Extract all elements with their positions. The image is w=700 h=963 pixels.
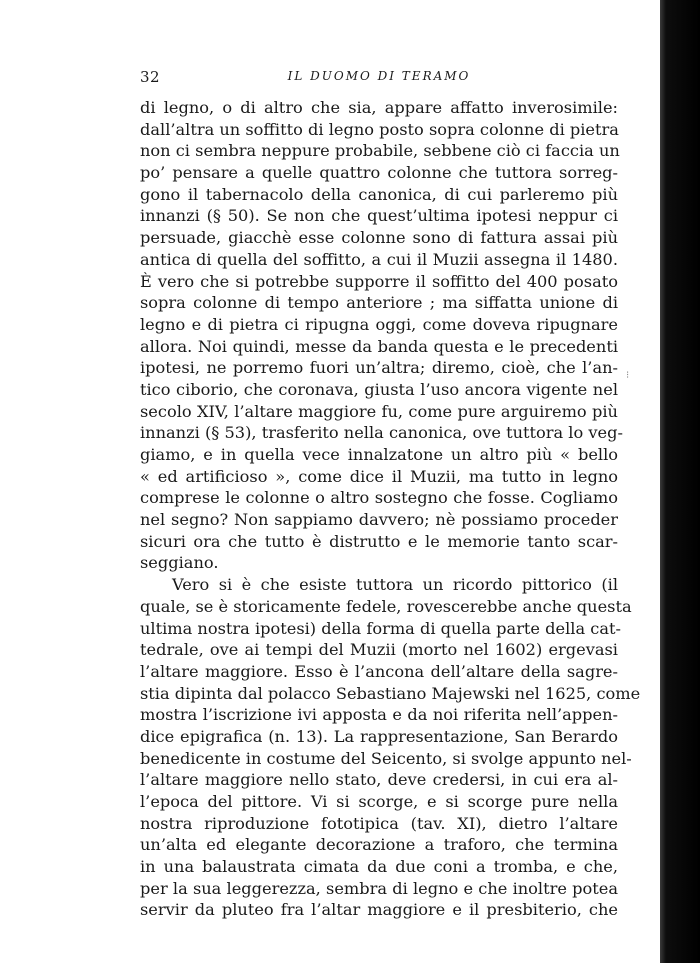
text-line: servir da pluteo fra l’altar maggiore e il presbiterio, che — [140, 900, 618, 920]
text-line: È vero che si potrebbe supporre il soffitto del 400 posato — [140, 271, 618, 291]
text-line: un’alta ed elegante decorazione a traforo, che termina — [140, 835, 618, 855]
page-number: 32 — [140, 68, 161, 86]
text-line: tico ciborio, che coronava, giusta l’uso ancora vigente nel — [140, 379, 618, 399]
text-line: tedrale, ove ai tempi del Muzii (morto nel 1602) ergevasi — [140, 640, 618, 660]
text-line: dall’altra un soffitto di legno posto sopra colonne di pietra — [140, 119, 619, 139]
text-line: nostra riproduzione fototipica (tav. XI), dietro l’altare — [140, 813, 618, 833]
text-line: l’altare maggiore nello stato, deve credersi, in cui era al- — [140, 770, 618, 790]
text-line: gono il tabernacolo della canonica, di cui parleremo più — [140, 184, 618, 204]
text-line: persuade, giacchè esse colonne sono di fattura assai più — [140, 228, 618, 248]
text-line: innanzi (§ 50). Se non che quest’ultima ipotesi neppur ci — [140, 206, 618, 226]
margin-mark: ⁝ — [626, 370, 630, 381]
text-line: ultima nostra ipotesi) della forma di quella parte della cat- — [140, 618, 621, 638]
text-line: giamo, e in quella vece innalzatone un altro più « bello — [140, 445, 618, 464]
text-line: antica di quella del soffitto, a cui il Muzii assegna il 1480. — [140, 249, 618, 269]
page-edge-shadow — [660, 0, 700, 963]
text-line: benedicente in costume del Seicento, si svolge appunto nel- — [140, 748, 632, 768]
text-line: seggiano. — [140, 553, 219, 573]
text-line: stia dipinta dal polacco Sebastiano Majewski nel 1625, come — [140, 683, 641, 703]
text-line: legno e di pietra ci ripugna oggi, come doveva ripugnare — [140, 314, 618, 334]
text-line: l’epoca del pittore. Vi si scorge, e si scorge pure nella — [140, 792, 618, 811]
text-line: po’ pensare a quelle quattro colonne che tuttora sorreg- — [140, 163, 618, 183]
text-line: per la sua leggerezza, sembra di legno e che inoltre potea — [140, 878, 618, 898]
text-line: non ci sembra neppure probabile, sebbene ciò ci faccia un — [140, 141, 620, 161]
text-line: dice epigrafica (n. 13). La rappresentazione, San Berardo — [140, 726, 618, 746]
text-line: ipotesi, ne porremo fuori un’altra; diremo, cioè, che l’an- — [140, 358, 618, 378]
text-line: comprese le colonne o altro sostegno che fosse. Cogliamo — [140, 488, 618, 508]
text-line: « ed artificioso », come dice il Muzii, ma tutto in legno — [140, 466, 618, 486]
text-line: sopra colonne di tempo anteriore ; ma siffatta unione di — [140, 293, 618, 313]
text-line: innanzi (§ 53), trasferito nella canonica, ove tuttora lo veg- — [140, 423, 623, 443]
text-line: mostra l’iscrizione ivi apposta e da noi riferita nell’appen- — [140, 705, 618, 725]
text-line: Vero si è che esiste tuttora un ricordo pittorico (il — [172, 575, 618, 595]
text-line: secolo XIV, l’altare maggiore fu, come pure arguiremo più — [140, 401, 618, 421]
text-line: sicuri ora che tutto è distrutto e le memorie tanto scar- — [140, 531, 618, 551]
text-line: l’altare maggiore. Esso è l’ancona dell’altare della sagre- — [140, 661, 618, 681]
text-line: di legno, o di altro che sia, appare affatto inverosimile: — [140, 98, 618, 117]
text-line: quale, se è storicamente fedele, rovescerebbe anche questa — [140, 596, 632, 616]
page-header — [140, 68, 618, 92]
running-title: IL DUOMO DI TERAMO — [287, 69, 471, 83]
text-line: allora. Noi quindi, messe da banda questa e le precedenti — [140, 336, 618, 356]
text-line: in una balaustrata cimata da due coni a tromba, e che, — [140, 857, 618, 877]
body-text — [140, 97, 641, 921]
text-line: nel segno? Non sappiamo davvero; nè possiamo proceder — [140, 510, 618, 530]
